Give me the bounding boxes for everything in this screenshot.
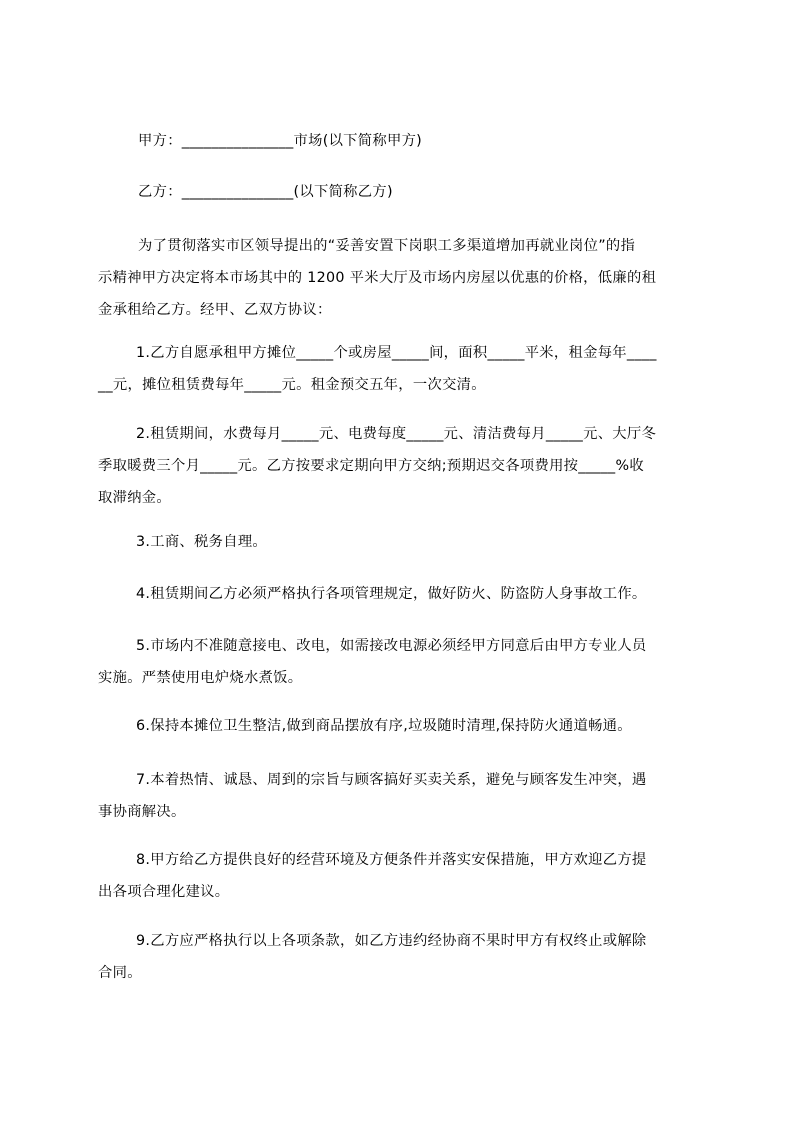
clause-2 <box>98 418 704 514</box>
clause-3 <box>98 526 704 558</box>
party-b-text: 乙方：_______________(以下简称乙方) <box>138 184 393 200</box>
intro-line: 示精神甲方决定将本市场其中的 1200 平米大厅及市场内房屋以优惠的价格，低廉的租 <box>98 270 657 286</box>
clause-line: 合同。 <box>98 965 142 981</box>
intro-line: 金承租给乙方。经甲、乙双方协议： <box>98 302 332 318</box>
party-a-text: 甲方：_______________市场(以下简称甲方) <box>138 133 423 149</box>
intro-line: 为了贯彻落实市区领导提出的“妥善安置下岗职工多渠道增加再就业岗位”的指 <box>138 238 636 254</box>
clause-line: 5.市场内不准随意接电、改电，如需接改电源必须经甲方同意后由甲方专业人员 <box>136 638 647 654</box>
clause-line: 取滞纳金。 <box>98 490 171 506</box>
party-b-line <box>98 176 704 208</box>
clause-line: 2.租赁期间，水费每月_____元、电费每度_____元、清洁费每月_____元、大厅冬 <box>136 426 657 442</box>
clause-line: 6.保持本摊位卫生整洁,做到商品摆放有序,垃圾随时清理,保持防火通道畅通。 <box>136 718 632 734</box>
clause-line: 1.乙方自愿承租甲方摊位_____个或房屋_____间，面积_____平米，租金每年____ <box>136 345 657 361</box>
clause-8 <box>98 844 704 908</box>
clause-1 <box>98 337 704 401</box>
clause-line: 3.工商、税务自理。 <box>136 534 268 550</box>
clause-6 <box>98 710 704 742</box>
clause-5 <box>98 630 704 694</box>
clause-line: 7.本着热情、诚恳、周到的宗旨与顾客搞好买卖关系，避免与顾客发生冲突，遇 <box>136 772 647 788</box>
intro-paragraph <box>98 230 704 326</box>
clause-line: 出各项合理化建议。 <box>98 884 230 900</box>
clause-line: 8.甲方给乙方提供良好的经营环境及方便条件并落实安保措施，甲方欢迎乙方提 <box>136 852 647 868</box>
clause-line: 事协商解决。 <box>98 804 186 820</box>
clause-7 <box>98 764 704 828</box>
clause-9 <box>98 925 704 989</box>
clause-line: 4.租赁期间乙方必须严格执行各项管理规定，做好防火、防盗防人身事故工作。 <box>136 586 647 602</box>
clause-line: 实施。严禁使用电炉烧水煮饭。 <box>98 670 303 686</box>
clause-line: __元，摊位租赁费每年_____元。租金预交五年，一次交清。 <box>98 377 486 393</box>
clause-line: 9.乙方应严格执行以上各项条款，如乙方违约经协商不果时甲方有权终止或解除 <box>136 933 647 949</box>
party-a-line <box>98 125 704 157</box>
clause-4 <box>98 578 704 610</box>
clause-line: 季取暖费三个月_____元。乙方按要求定期向甲方交纳;预期迟交各项费用按_____%收 <box>98 458 644 474</box>
